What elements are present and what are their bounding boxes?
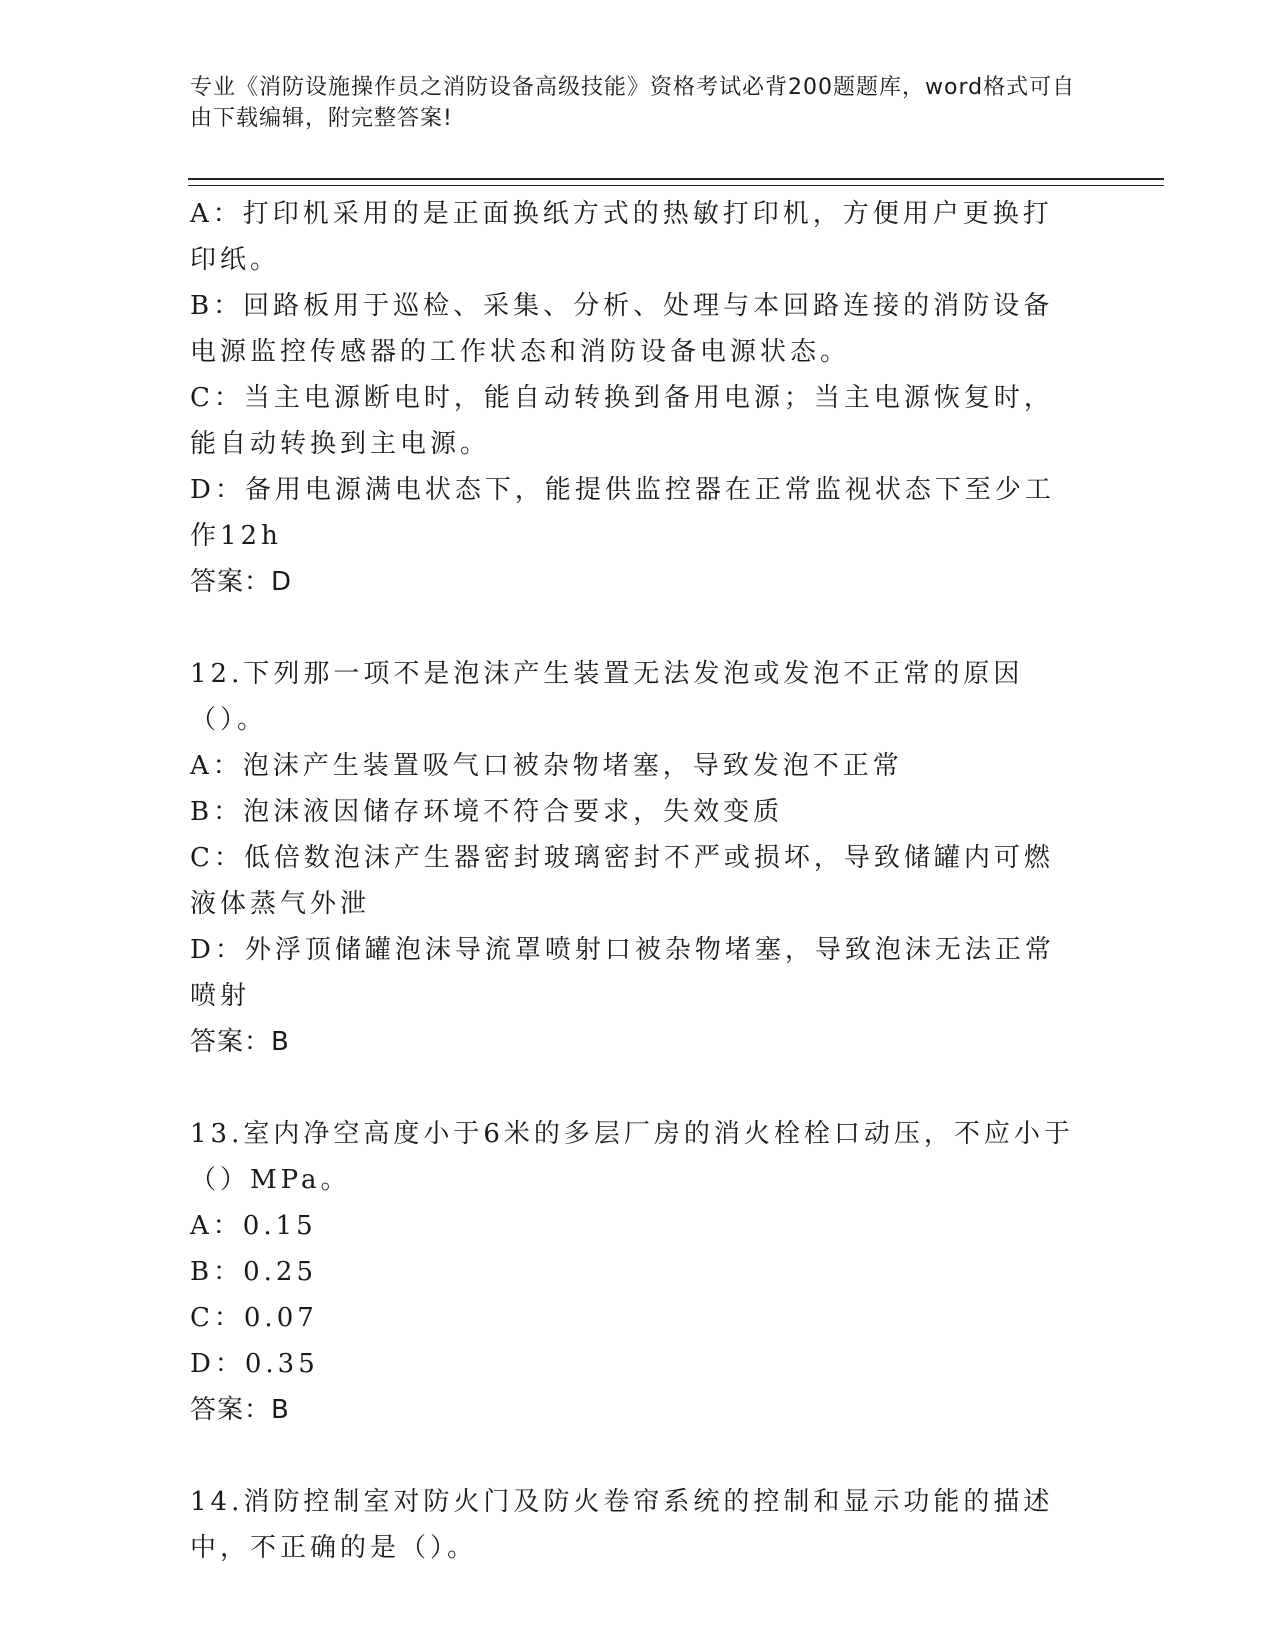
question-list <box>190 191 1080 1617</box>
option-b: B：0.25 <box>190 1257 317 1287</box>
option-a: A：泡沫产生装置吸气口被杂物堵塞，导致发泡不正常 <box>190 751 903 781</box>
option-c: C：当主电源断电时，能自动转换到备用电源；当主电源恢复时，能自动转换到主电源。 <box>190 383 1054 459</box>
question-stem: 13.室内净空高度小于6米的多层厂房的消火栓栓口动压，不应小于（）MPa。 <box>190 1119 1074 1195</box>
question-stem: 14.消防控制室对防火门及防火卷帘系统的控制和显示功能的描述中，不正确的是（）。 <box>190 1487 1054 1563</box>
document-header: 专业《消防设施操作员之消防设备高级技能》资格考试必背200题题库，word格式可自由下载编辑，附完整答案! <box>190 75 1076 131</box>
option-d: D：外浮顶储罐泡沫导流罩喷射口被杂物堵塞，导致泡沫无法正常喷射 <box>190 935 1055 1011</box>
question-block-11 <box>190 191 1080 605</box>
option-d: D：备用电源满电状态下，能提供监控器在正常监视状态下至少工作12h <box>190 475 1055 551</box>
option-a: A：打印机采用的是正面换纸方式的热敏打印机，方便用户更换打印纸。 <box>190 199 1053 275</box>
question-block-12 <box>190 651 1080 1065</box>
question-block-13 <box>190 1111 1080 1433</box>
option-c: C：低倍数泡沫产生器密封玻璃密封不严或损坏，导致储罐内可燃液体蒸气外泄 <box>190 843 1054 919</box>
header-divider-thick <box>188 178 1164 180</box>
option-b: B：泡沫液因储存环境不符合要求，失效变质 <box>190 797 784 827</box>
answer-line: 答案：B <box>190 1027 290 1057</box>
option-d: D：0.35 <box>190 1349 319 1379</box>
answer-line: 答案：D <box>190 567 293 597</box>
header-divider-thin <box>188 185 1164 186</box>
question-stem: 12.下列那一项不是泡沫产生装置无法发泡或发泡不正常的原因（）。 <box>190 659 1024 735</box>
option-b: B：回路板用于巡检、采集、分析、处理与本回路连接的消防设备电源监控传感器的工作状态和消防设备电源状态。 <box>190 291 1054 367</box>
answer-line: 答案：B <box>190 1395 290 1425</box>
option-a: A：0.15 <box>190 1211 317 1241</box>
question-block-14 <box>190 1479 1080 1571</box>
option-c: C：0.07 <box>190 1303 318 1333</box>
